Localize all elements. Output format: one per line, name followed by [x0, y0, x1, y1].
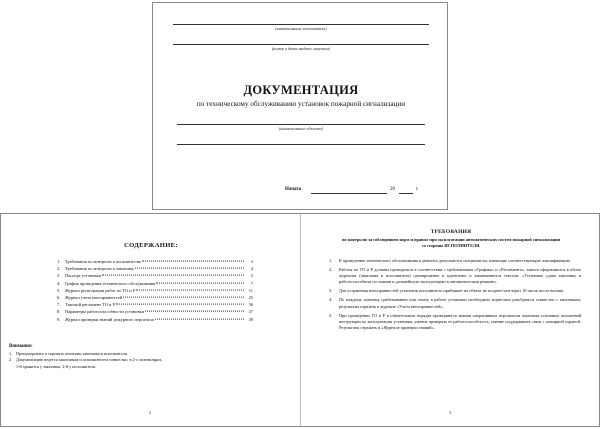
note-item [9, 364, 289, 370]
toc-title: Журнал учета неисправностей [65, 294, 123, 300]
toc-page: 4 [250, 266, 253, 272]
toc-num: 3. [57, 273, 61, 279]
toc-page: 3 [250, 259, 253, 264]
note-text: 1-й хранится у заказчика, 2-й у исполнителя. [16, 363, 96, 369]
toc-item [57, 301, 253, 308]
requirements-page [300, 213, 600, 427]
toc-page: 39 [248, 316, 253, 322]
requirement-item [329, 258, 581, 264]
toc-title: Требования по контролю к заказчику [65, 266, 135, 272]
toc-item [57, 280, 253, 287]
contents-list [57, 258, 253, 323]
requirement-item [329, 297, 581, 309]
requirement-num: 2. [329, 267, 333, 273]
toc-num: 2. [57, 266, 61, 272]
executor-caption: (наименование исполнителя) [275, 26, 327, 31]
toc-page: 11 [248, 287, 253, 293]
requirement-item [329, 267, 581, 285]
page-number: 2 [149, 410, 151, 415]
contract-line [173, 44, 429, 45]
toc-item [57, 294, 253, 301]
requirement-text: Для устранения неисправностей установок исполнитель прибывает на объект не позднее чем через 18 часов после вызова. [339, 288, 564, 294]
requirement-text: Работы по ТО и Р должны проводиться в соответствии с требованиями «Графика» и «Регламента», записи оформляются в обоих журналах (заказчика и исполнителя) одновременно и идентично и заканчиваются текстом: «Установка сдана заказчику в работоспособном состоянии и дальнейшую эксплуатацию в автоматическом режиме». [339, 267, 581, 285]
toc-leader [123, 297, 244, 298]
contract-caption: (номер и дата выдачи лицензии) [271, 46, 331, 51]
note-text: Документацию ведется заказчиком и исполнителем совместно, в 2-х экземплярах, [16, 357, 163, 363]
toc-num: 8. [57, 309, 61, 315]
toc-num: 5. [57, 287, 61, 293]
toc-num: 1. [57, 259, 61, 264]
object-caption: (наименование объекта) [278, 126, 324, 131]
toc-num: 6. [57, 294, 61, 300]
toc-num: 7. [57, 302, 61, 308]
object-line-2 [177, 144, 425, 145]
toc-title: Типовой регламент ТО и Р [65, 302, 115, 308]
toc-page: 25 [248, 294, 253, 300]
toc-title: Параметры работоспособности установки [65, 309, 145, 315]
start-label: Начато [285, 187, 302, 192]
toc-leader [145, 311, 244, 312]
requirements-title: ТРЕБОВАНИЯ [430, 229, 472, 235]
executor-line [173, 24, 429, 25]
requirement-text: По каждому ложному срабатыванию или отказу в работе установки необходимо тщательно разобраться совместно с заказчиком, результаты отразить в журнале «Учета неисправностей». [339, 297, 581, 309]
requirement-num: 1. [329, 258, 333, 263]
toc-item [57, 265, 253, 272]
toc-leader [142, 261, 244, 262]
toc-item [57, 287, 253, 294]
toc-title: Журнал проверки знаний дежурного персонала [65, 316, 154, 322]
toc-item [57, 272, 253, 279]
start-year-prefix: 20 [390, 187, 395, 192]
requirement-num: 3. [329, 288, 333, 294]
requirement-text: При проведении ТО и Р в обязательном порядке проверяются знания оперативным персоналом заказчика основных положений инструкции по эксплуатации установки, умение проверять ее работоспособность, умение поддерживать связь с пожарной охраной. Результаты отражать в «Журнале проверки знаний». [339, 312, 581, 330]
note-list [9, 351, 289, 370]
note-text: Пронумеровать и скрепить печатями заказчика и исполнителя. [16, 351, 128, 356]
contents-page [0, 213, 300, 427]
toc-num: 4. [57, 280, 61, 286]
toc-title: Паспорт установки [65, 273, 101, 279]
requirements-subtitle: по контролю за соблюдением норм и правил при эксплуатации автоматических систем пожарной сигнализации со стороны ИСПОЛНИТЕЛЯ. [341, 237, 561, 248]
note-num: 2. [9, 357, 13, 363]
cover-page [152, 2, 448, 210]
contents-heading: СОДЕРЖАНИЕ: [124, 242, 178, 249]
document-subtitle: по техническому обслуживанию установок пожарной сигнализации [196, 100, 406, 108]
note-num: 1. [9, 351, 13, 356]
requirements-list [329, 258, 581, 334]
toc-page: 37 [248, 309, 253, 315]
document-title: ДОКУМЕНТАЦИЯ [243, 83, 359, 97]
toc-item [57, 258, 253, 265]
note-num [9, 364, 16, 370]
toc-leader [135, 268, 244, 269]
note-heading: Внимание: [9, 344, 33, 349]
start-year-suffix: г. [416, 187, 419, 192]
toc-leader [156, 282, 244, 283]
requirement-num: 5. [329, 312, 333, 318]
toc-num: 9. [57, 316, 61, 322]
object-line [177, 124, 425, 125]
toc-leader [102, 275, 244, 276]
requirement-num: 4. [329, 297, 333, 303]
requirement-text: К проведению технического обслуживания и ремонта допускаются специалисты, имеющие соответствующую квалификацию. [339, 258, 571, 263]
toc-item [57, 308, 253, 315]
toc-item [57, 316, 253, 323]
requirement-item [329, 313, 581, 331]
toc-title: Требования по контролю к исполнителю [65, 259, 142, 264]
requirement-item [329, 288, 581, 294]
start-year-line [399, 193, 413, 194]
start-date-line [311, 193, 387, 194]
toc-title: График проведения технического обслуживания [65, 280, 156, 286]
toc-page: 7 [250, 280, 253, 286]
toc-page: 5 [250, 273, 253, 279]
toc-page: 36 [248, 302, 253, 308]
toc-title: Журнал регистрации работ по ТО и Р [65, 287, 136, 293]
toc-leader [136, 289, 244, 290]
page-number: 3 [449, 410, 451, 415]
toc-leader [155, 318, 244, 319]
toc-leader [116, 304, 244, 305]
